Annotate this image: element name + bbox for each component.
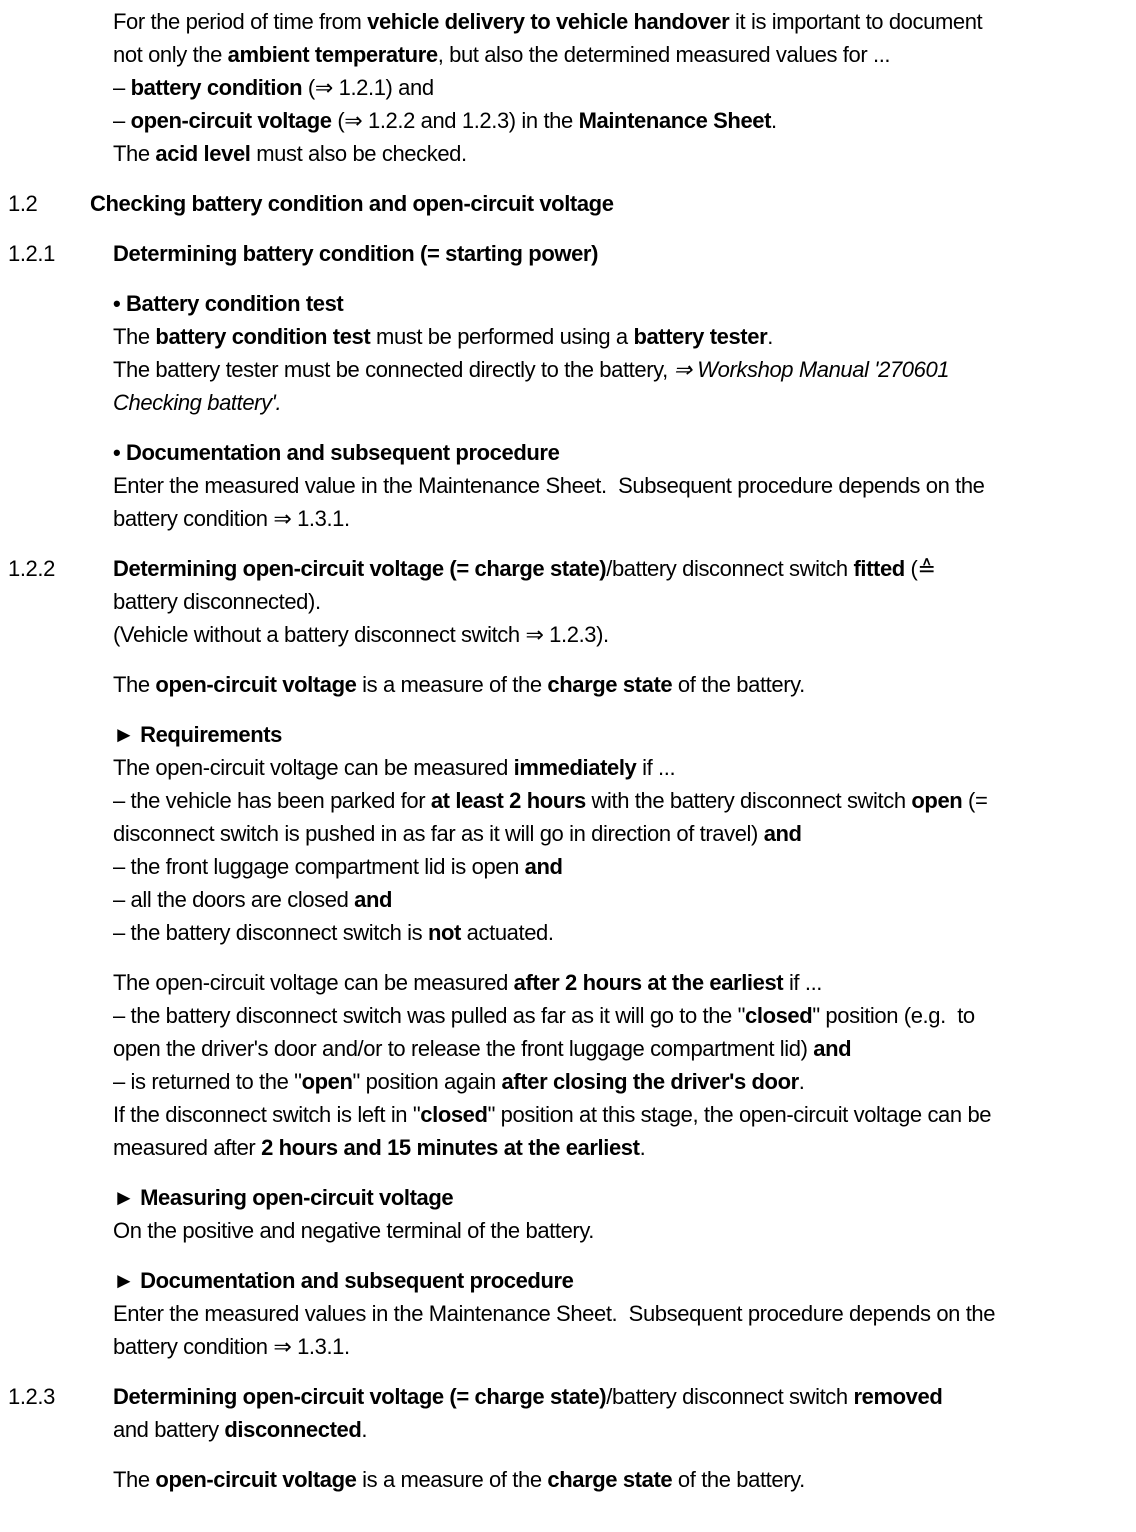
bold-text: Determining open-circuit voltage (= charge state) — [113, 556, 607, 581]
text-line — [113, 386, 1136, 419]
text-run: must also be checked. — [250, 141, 467, 166]
text-run: is a measure of the — [356, 1467, 548, 1492]
text-line — [113, 320, 1136, 353]
text-run: with the battery disconnect switch — [585, 788, 912, 813]
text-line — [113, 718, 1136, 751]
text-run: – the vehicle has been parked for — [113, 788, 431, 813]
text-run: – — [113, 108, 131, 133]
text-run: open the driver's door and/or to release the front luggage compartment lid) — [113, 1036, 814, 1061]
bold-text: acid level — [155, 141, 251, 166]
text-run: . — [767, 324, 773, 349]
reference-link[interactable]: ⇒ Workshop Manual '270601 — [673, 357, 950, 382]
text-line — [113, 552, 1136, 585]
text-line — [113, 1264, 1136, 1297]
text-line — [113, 1297, 1136, 1330]
text-run: " position at this stage, the open-circuit voltage can be — [487, 1102, 992, 1127]
text-run: The — [113, 672, 156, 697]
text-run: (= — [962, 788, 988, 813]
bold-text: and — [524, 854, 563, 879]
text-line — [113, 1214, 1136, 1247]
text-line — [113, 883, 1136, 916]
text-run: (Vehicle without a battery disconnect switch ⇒ 1.2.3). — [113, 622, 609, 647]
paragraph — [0, 5, 1136, 170]
text-run: battery condition ⇒ 1.3.1. — [113, 506, 350, 531]
text-run: The battery tester must be connected directly to the battery, — [113, 357, 674, 382]
paragraph — [0, 1264, 1136, 1363]
text-line — [113, 1065, 1136, 1098]
text-line — [113, 137, 1136, 170]
text-run: . — [771, 108, 777, 133]
text-run: (⇒ 1.2.1) and — [302, 75, 434, 100]
bold-text: and — [763, 821, 802, 846]
text-run: . — [639, 1135, 646, 1160]
bold-text: after 2 hours at the earliest — [513, 970, 784, 995]
text-run: – — [113, 75, 131, 100]
text-line — [113, 916, 1136, 949]
text-line — [113, 966, 1136, 999]
bold-text: ► Documentation and subsequent procedure — [113, 1268, 574, 1293]
bold-text: Determining battery condition (= starting power) — [113, 241, 599, 266]
bold-text: ► Requirements — [113, 722, 282, 747]
bold-text: removed — [853, 1384, 943, 1409]
bold-text: open-circuit voltage — [155, 1467, 357, 1492]
text-run: it is important to document — [729, 9, 983, 34]
text-run: " position (e.g. to — [812, 1003, 975, 1028]
text-run: measured after — [113, 1135, 262, 1160]
text-run: battery disconnected). — [113, 589, 321, 614]
text-line — [113, 5, 1136, 38]
text-line — [113, 817, 1136, 850]
text-run: and battery — [113, 1417, 225, 1442]
text-run: . — [361, 1417, 368, 1442]
text-run: The open-circuit voltage can be measured — [113, 970, 514, 995]
text-line — [113, 999, 1136, 1032]
section-1-2 — [0, 187, 1136, 220]
bold-text: and — [354, 887, 393, 912]
text-run: , but also the determined measured values for ... — [437, 42, 891, 67]
text-line — [90, 187, 1136, 220]
text-line — [113, 668, 1136, 701]
bold-text: vehicle delivery to vehicle handover — [367, 9, 730, 34]
text-line — [113, 502, 1136, 535]
text-run: – the battery disconnect switch was pulled as far as it will go to the " — [113, 1003, 746, 1028]
text-run: of the battery. — [672, 672, 805, 697]
bold-text: at least 2 hours — [430, 788, 586, 813]
bold-text: closed — [745, 1003, 813, 1028]
bold-text: 2 hours and 15 minutes at the earliest — [261, 1135, 640, 1160]
text-line — [113, 784, 1136, 817]
text-line — [113, 104, 1136, 137]
text-line — [113, 1413, 1136, 1446]
bold-text: charge state — [547, 672, 673, 697]
bold-text: open — [301, 1069, 353, 1094]
paragraph — [0, 668, 1136, 701]
text-line — [113, 237, 1136, 270]
text-line — [113, 1032, 1136, 1065]
bold-text: after closing the driver's door — [501, 1069, 799, 1094]
bold-text: closed — [420, 1102, 488, 1127]
bold-text: fitted — [853, 556, 905, 581]
bold-text: Checking battery condition and open-circuit voltage — [90, 191, 614, 216]
bold-text: open-circuit voltage — [130, 108, 332, 133]
text-run: – all the doors are closed — [113, 887, 355, 912]
text-line — [113, 1098, 1136, 1131]
text-run: if ... — [636, 755, 676, 780]
bold-text: open — [911, 788, 963, 813]
bold-text: and — [813, 1036, 852, 1061]
section-1-2-1 — [0, 237, 1136, 270]
text-line — [113, 1380, 1136, 1413]
bold-text: charge state — [547, 1467, 673, 1492]
section-number: 1.2 — [8, 191, 38, 216]
text-run: is a measure of the — [356, 672, 548, 697]
text-run: Enter the measured value in the Maintenance Sheet. Subsequent procedure depends on the — [113, 473, 985, 498]
text-run: The — [113, 141, 156, 166]
text-line — [113, 353, 1136, 386]
text-run: The — [113, 1467, 156, 1492]
text-line — [113, 1463, 1136, 1496]
bold-text: battery tester — [633, 324, 768, 349]
text-line — [113, 850, 1136, 883]
text-run: not only the — [113, 42, 228, 67]
section-1-2-3 — [0, 1380, 1136, 1446]
text-line — [113, 1181, 1136, 1214]
bold-text: Determining open-circuit voltage (= charge state) — [113, 1384, 607, 1409]
text-run: " position again — [352, 1069, 502, 1094]
text-line — [113, 287, 1136, 320]
text-line — [113, 751, 1136, 784]
text-run: must be performed using a — [370, 324, 634, 349]
bold-text: • Documentation and subsequent procedure — [113, 440, 560, 465]
text-run: Enter the measured values in the Maintenance Sheet. Subsequent procedure depends on the — [113, 1301, 996, 1326]
text-line — [113, 585, 1136, 618]
text-line — [113, 1330, 1136, 1363]
bold-text: Maintenance Sheet — [578, 108, 772, 133]
bold-text: disconnected — [224, 1417, 362, 1442]
text-run: – is returned to the " — [113, 1069, 302, 1094]
bold-text: • Battery condition test — [113, 291, 344, 316]
bold-text: open-circuit voltage — [155, 672, 357, 697]
text-line — [113, 71, 1136, 104]
text-run: (≙ — [904, 556, 936, 581]
text-run: On the positive and negative terminal of the battery. — [113, 1218, 595, 1243]
paragraph — [0, 1181, 1136, 1247]
reference-link[interactable]: Checking battery'. — [113, 390, 282, 415]
text-run: of the battery. — [672, 1467, 805, 1492]
text-line — [113, 469, 1136, 502]
bold-text: ambient temperature — [227, 42, 438, 67]
paragraph — [0, 436, 1136, 535]
text-run: If the disconnect switch is left in " — [113, 1102, 421, 1127]
paragraph — [0, 1463, 1136, 1496]
section-number: 1.2.3 — [8, 1384, 55, 1409]
section-1-2-2 — [0, 552, 1136, 651]
text-run: disconnect switch is pushed in as far as it will go in direction of travel) — [113, 821, 764, 846]
section-number: 1.2.1 — [8, 241, 55, 266]
text-run: /battery disconnect switch — [606, 1384, 854, 1409]
text-run: if ... — [783, 970, 822, 995]
text-run: – the battery disconnect switch is — [113, 920, 428, 945]
text-run: actuated. — [460, 920, 554, 945]
text-run: For the period of time from — [113, 9, 368, 34]
text-line — [113, 436, 1136, 469]
text-line — [113, 38, 1136, 71]
text-run: /battery disconnect switch — [606, 556, 854, 581]
text-line — [113, 1131, 1136, 1164]
bold-text: battery condition — [130, 75, 303, 100]
paragraph — [0, 966, 1136, 1164]
bold-text: not — [427, 920, 461, 945]
bold-text: ► Measuring open-circuit voltage — [113, 1185, 454, 1210]
paragraph — [0, 287, 1136, 419]
document-page — [0, 5, 1136, 1496]
text-run: The — [113, 324, 156, 349]
text-run: The open-circuit voltage can be measured — [113, 755, 514, 780]
text-line — [113, 618, 1136, 651]
bold-text: battery condition test — [155, 324, 371, 349]
section-number: 1.2.2 — [8, 556, 55, 581]
text-run: . — [798, 1069, 805, 1094]
text-run: (⇒ 1.2.2 and 1.2.3) in the — [331, 108, 579, 133]
bold-text: immediately — [513, 755, 637, 780]
text-run: battery condition ⇒ 1.3.1. — [113, 1334, 350, 1359]
text-run: – the front luggage compartment lid is open — [113, 854, 525, 879]
paragraph — [0, 718, 1136, 949]
